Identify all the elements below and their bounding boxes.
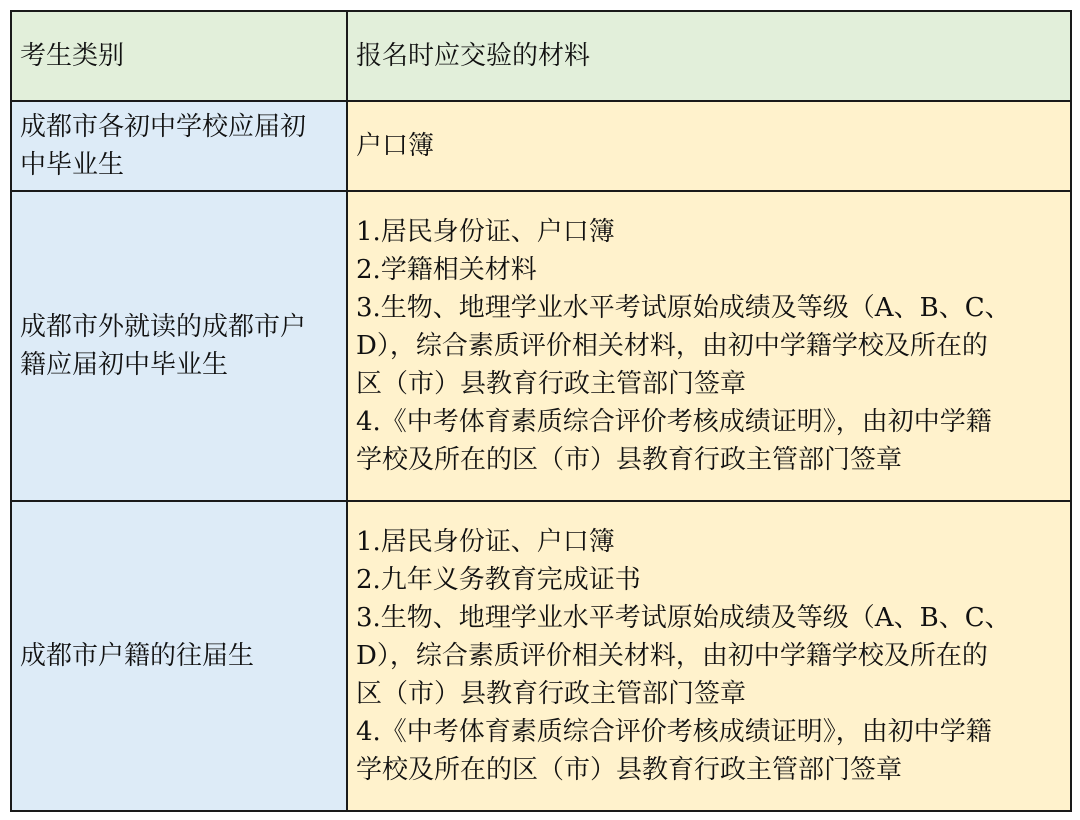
header-materials: 报名时应交验的材料 [347, 11, 1071, 101]
category-cell [11, 191, 347, 501]
materials-line: 1.居民身份证、户口簿 [356, 217, 615, 247]
materials-line: 3.生物、地理学业水平考试原始成绩及等级（A、B、C、 [356, 603, 1011, 633]
table-row [11, 501, 1071, 811]
category-line: 成都市各初中学校应届初 [20, 112, 307, 142]
materials-line: 2.学籍相关材料 [356, 255, 537, 285]
materials-line: 4.《中考体育素质综合评价考核成绩证明》，由初中学籍 [356, 407, 992, 437]
materials-line: 2.九年义务教育完成证书 [356, 565, 641, 595]
materials-line: 区（市）县教育行政主管部门签章 [356, 369, 747, 399]
category-cell [11, 501, 347, 811]
category-cell [11, 101, 347, 191]
materials-line: D），综合素质评价相关材料，由初中学籍学校及所在的 [356, 331, 988, 361]
table-header-row [11, 11, 1071, 101]
materials-line: 1.居民身份证、户口簿 [356, 527, 615, 557]
table-row [11, 191, 1071, 501]
header-category: 考生类别 [11, 11, 347, 101]
materials-line: D），综合素质评价相关材料，由初中学籍学校及所在的 [356, 641, 988, 671]
materials-line: 学校及所在的区（市）县教育行政主管部门签章 [356, 445, 903, 475]
registration-materials-table [10, 10, 1072, 812]
materials-line: 区（市）县教育行政主管部门签章 [356, 679, 747, 709]
category-line: 中毕业生 [20, 150, 125, 180]
materials-line: 学校及所在的区（市）县教育行政主管部门签章 [356, 755, 903, 785]
category-line: 成都市外就读的成都市户 [20, 312, 307, 342]
materials-line: 4.《中考体育素质综合评价考核成绩证明》，由初中学籍 [356, 717, 992, 747]
materials-line: 户口簿 [356, 131, 435, 161]
materials-line: 3.生物、地理学业水平考试原始成绩及等级（A、B、C、 [356, 293, 1011, 323]
materials-cell [347, 101, 1071, 191]
table-container [10, 10, 1070, 810]
table-row [11, 101, 1071, 191]
materials-cell [347, 191, 1071, 501]
materials-cell [347, 501, 1071, 811]
category-line: 成都市户籍的往届生 [20, 641, 255, 671]
category-line: 籍应届初中毕业生 [20, 350, 229, 380]
